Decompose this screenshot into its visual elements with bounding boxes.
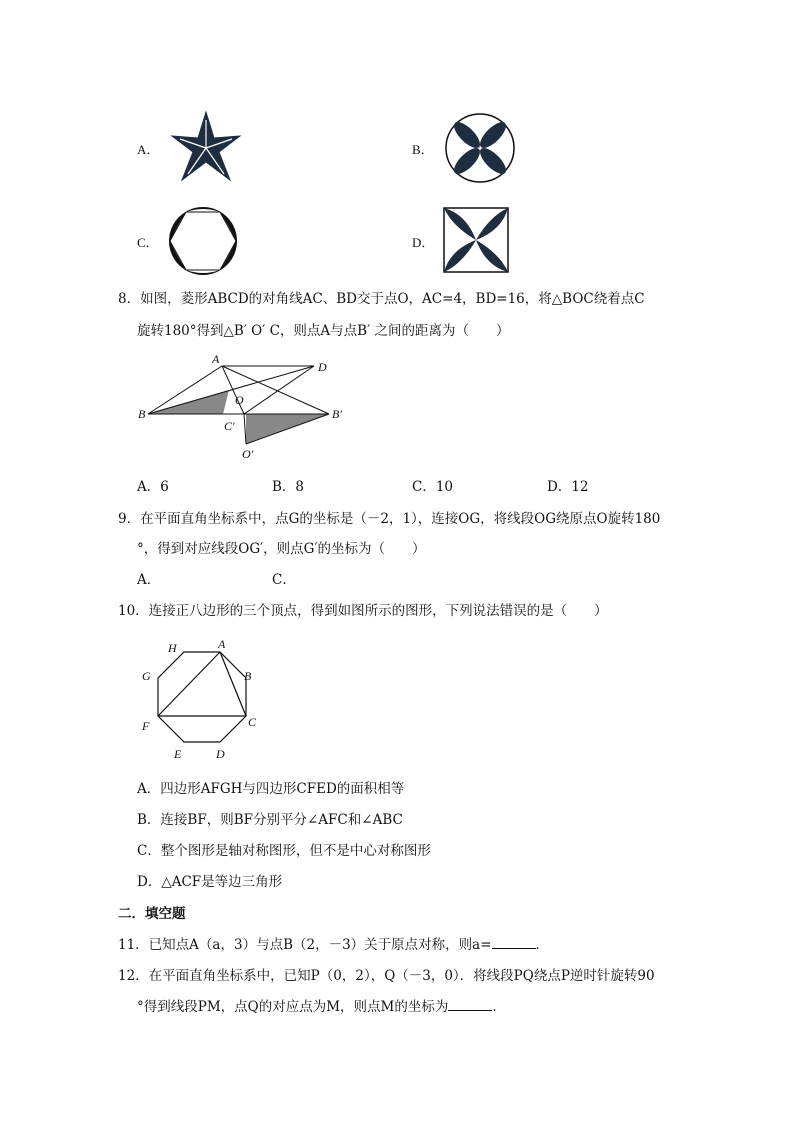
q9-option-a: A． bbox=[137, 572, 161, 588]
q11-end: ． bbox=[535, 937, 550, 953]
q11-line bbox=[118, 936, 549, 954]
q7-option-b-label: B． bbox=[412, 142, 434, 157]
five-petal-star-icon bbox=[166, 106, 246, 186]
q10-label-g: G bbox=[142, 669, 151, 683]
q10-label-c: C bbox=[248, 715, 257, 729]
q11-answer-blank[interactable] bbox=[492, 936, 536, 949]
q8-label-d: D bbox=[318, 360, 327, 374]
q12-stem-line1: 12．在平面直角坐标系中，已知P（0，2），Q（－3，0）．将线段PQ绕点P逆时针旋转90 bbox=[118, 968, 655, 984]
q10-label-b: B bbox=[244, 669, 252, 683]
q10-octagon-figure bbox=[136, 636, 266, 764]
hexagon-in-circle-icon bbox=[166, 204, 240, 278]
q10-option-a: A．四边形AFGH与四边形CFED的面积相等 bbox=[137, 781, 405, 797]
q12-answer-blank[interactable] bbox=[448, 998, 492, 1011]
q10-label-a: A bbox=[218, 637, 226, 651]
q8-option-d: D．12 bbox=[547, 479, 589, 495]
q10-option-b: B．连接BF，则BF分别平分∠AFC和∠ABC bbox=[137, 812, 403, 828]
q7-option-c-label: C． bbox=[137, 235, 159, 250]
q12-stem-line2: °得到线段PM，点Q的对应点为M，则点M的坐标为 bbox=[137, 999, 449, 1015]
q8-label-bprime: B′ bbox=[332, 407, 342, 421]
q8-label-a: A bbox=[212, 352, 220, 366]
q10-option-d: D．△ACF是等边三角形 bbox=[137, 874, 283, 890]
q10-label-d: D bbox=[216, 747, 225, 761]
q8-option-b: B．8 bbox=[272, 479, 305, 495]
q8-label-b: B bbox=[138, 407, 146, 421]
q11-stem: 11．已知点A（a，3）与点B（2，－3）关于原点对称，则a= bbox=[118, 937, 492, 953]
section-title-fill-in: 二．填空题 bbox=[118, 906, 186, 922]
q9-option-c: C． bbox=[272, 572, 296, 588]
q8-label-o: O bbox=[235, 393, 244, 407]
q7-option-a-label: A． bbox=[137, 142, 160, 157]
q12-line2 bbox=[137, 998, 506, 1016]
q10-label-h: H bbox=[168, 641, 177, 655]
q8-label-c: C′ bbox=[224, 419, 235, 433]
q12-end: ． bbox=[492, 999, 506, 1015]
q8-option-c: C．10 bbox=[412, 479, 454, 495]
q10-label-f: F bbox=[142, 719, 150, 733]
q7-option-d-label: D． bbox=[412, 235, 435, 250]
four-leaf-circle-icon bbox=[440, 106, 520, 186]
q8-option-a: A．6 bbox=[137, 479, 169, 495]
q9-stem-line1: 9．在平面直角坐标系中，点G的坐标是（－2，1），连接OG，将线段OG绕原点O旋转180 bbox=[118, 511, 661, 527]
q8-rhombus-figure bbox=[136, 352, 354, 462]
q10-stem: 10．连接正八边形的三个顶点，得到如图所示的图形，下列说法错误的是（ ） bbox=[118, 603, 608, 619]
q10-option-c: C．整个图形是轴对称图形，但不是中心对称图形 bbox=[137, 843, 431, 859]
q9-stem-line2: °，得到对应线段OG′，则点G′的坐标为（ ） bbox=[137, 541, 426, 557]
q8-stem-line1: 8．如图，菱形ABCD的对角线AC、BD交于点O，AC=4，BD=16，将△BOC绕着点C bbox=[118, 291, 645, 307]
q8-stem-line2: 旋转180°得到△B′ O′ C，则点A与点B′ 之间的距离为（ ） bbox=[137, 323, 510, 339]
q8-label-oprime: O′ bbox=[242, 447, 254, 461]
pinwheel-square-icon bbox=[442, 206, 510, 274]
q10-label-e: E bbox=[174, 747, 182, 761]
